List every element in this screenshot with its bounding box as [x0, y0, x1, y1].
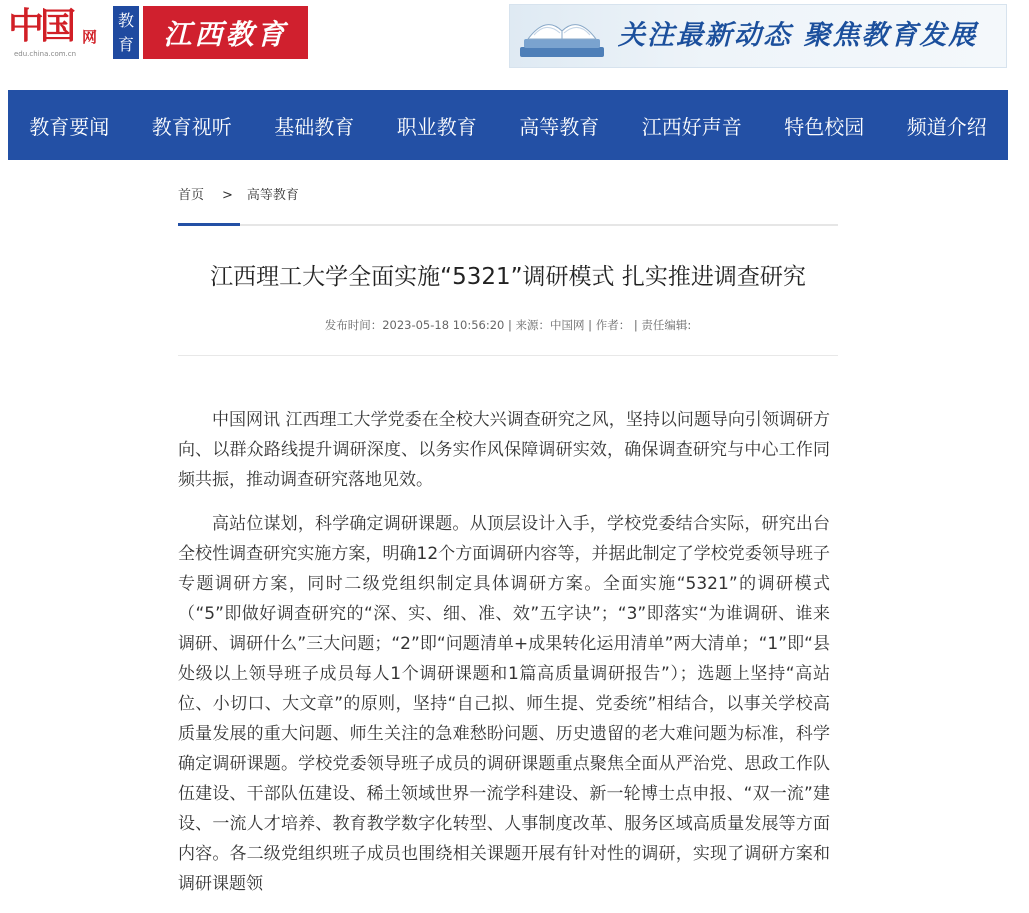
header-banner — [509, 4, 1007, 68]
meta-divider — [178, 355, 838, 356]
china-logo-wang: 网 — [82, 28, 98, 46]
article-paragraph: 中国网讯 江西理工大学党委在全校大兴调查研究之风，坚持以问题导向引领调研方向、以群众路线提升调研深度、以务实作风保障调研实效，确保调查研究与中心工作同频共振，推动调查研究落地见效。 — [178, 410, 830, 490]
nav-item-featured-campus[interactable]: 特色校园 — [784, 114, 865, 139]
nav-item-channel-intro[interactable]: 频道介绍 — [906, 114, 987, 139]
edu-channel-logo[interactable]: 教育 — [113, 6, 139, 59]
nav-item-higher-education[interactable]: 高等教育 — [519, 114, 600, 139]
title-divider-accent — [178, 223, 240, 226]
breadcrumb-current[interactable]: 高等教育 — [246, 188, 299, 203]
breadcrumb-home[interactable]: 首页 — [178, 188, 205, 203]
title-divider — [178, 224, 838, 226]
nav-item-education-media[interactable]: 教育视听 — [151, 114, 232, 139]
article-paragraph: 高站位谋划，科学确定调研课题。从顶层设计入手，学校党委结合实际，研究出台全校性调查研究实施方案，明确12个方面调研内容等，并据此制定了学校党委领导班子专题调研方案，同时二级党组织制定具体调研方案。全面实施“5321”的调研模式（“5”即做好调查研究的“深、实、细、准、效”五字诀”；“3”即落实“为谁调研、谁来调研、调研什么”三大问题；“2”即“问题清单+成果转化运用清单”两大清单；“1”即“县处级以上领导班子成员每人1个调研课题和1篇高质量调研报告”）；选题上坚持“高站位、小切口、大文章”的原则，坚持“自己拟、师生提、党委统”相结合，以事关学校高质量发展的重大问题、师生关注的急难愁盼问题、历史遗留的老大难问题为标准，科学确定调研课题。学校党委领导班子成员的调研课题重点聚焦全面从严治党、思政工作队伍建设、干部队伍建设、稀土领域世界一流学科建设、新一轮博士点申报、“双一流”建设、一流人才培养、教育教学数字化转型、人事制度改革、服务区域高质量发展等方面内容。各二级党组织班子成员也围绕相关课题开展有针对性的调研，实现了调研方案和调研课题领 — [178, 514, 830, 894]
banner-slogan: 关注最新动态 聚焦教育发展 — [618, 20, 978, 51]
breadcrumb — [178, 184, 299, 203]
open-book-icon — [516, 9, 608, 65]
nav-item-education-news[interactable]: 教育要闻 — [29, 114, 110, 139]
nav-item-vocational-education[interactable]: 职业教育 — [396, 114, 477, 139]
main-nav — [8, 90, 1008, 160]
china-logo-url: edu.china.com.cn — [14, 50, 77, 58]
nav-item-basic-education[interactable]: 基础教育 — [274, 114, 355, 139]
china-logo-main: 中国 — [8, 5, 73, 47]
breadcrumb-separator: > — [222, 188, 233, 203]
nav-item-jiangxi-voice[interactable]: 江西好声音 — [641, 114, 742, 139]
article-body — [178, 405, 830, 913]
site-header — [0, 0, 1029, 90]
article-meta: 发布时间：2023-05-18 10:56:20 | 来源：中国网 | 作者： | 责任编辑: — [324, 318, 692, 332]
article-title: 江西理工大学全面实施“5321”调研模式 扎实推进调查研究 — [210, 264, 806, 290]
china-net-logo[interactable] — [8, 4, 110, 62]
jiangxi-education-logo[interactable]: 江西教育 — [143, 6, 308, 59]
